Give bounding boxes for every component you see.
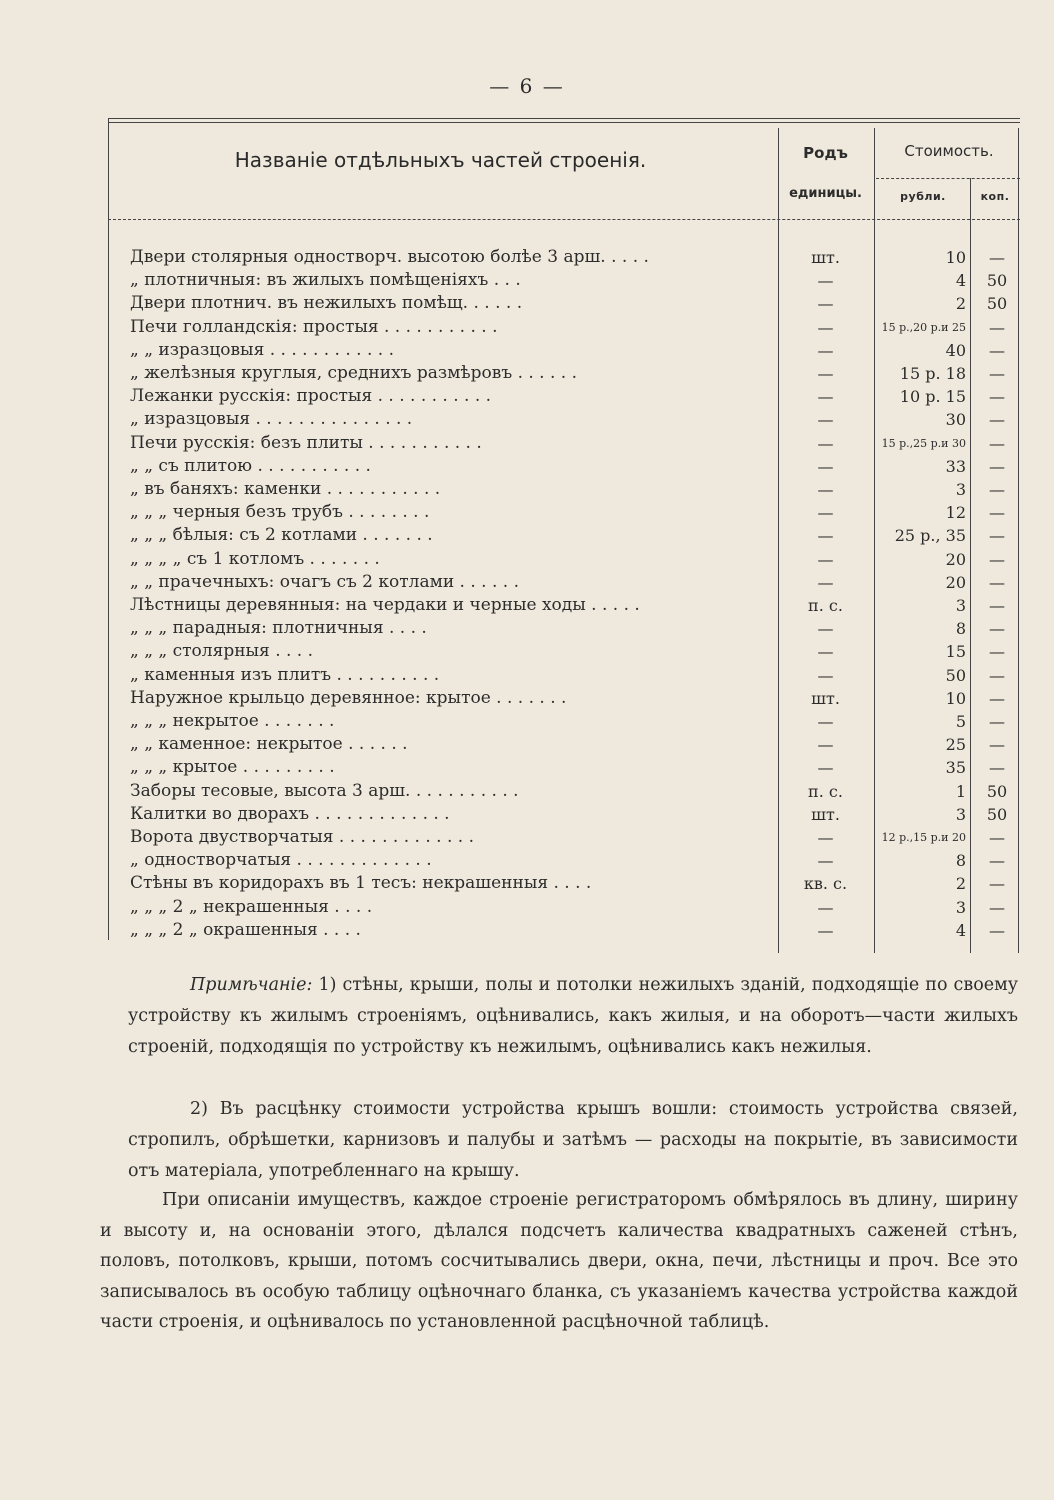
- price-table: [98, 118, 1020, 953]
- row-rubles: 10: [945, 248, 966, 267]
- row-name: „ „ „ бѣлыя: съ 2 котлами . . . . . . .: [130, 525, 433, 546]
- row-kopecks: —: [989, 665, 1005, 685]
- row-rubles: 12 р.,15 р.и 20: [881, 831, 966, 844]
- table-row: [98, 594, 1020, 617]
- column-header-cost: Стоимость.: [904, 142, 994, 160]
- row-name: Лѣстницы деревянныя: на чердаки и черные ходы . . . . .: [130, 595, 640, 615]
- note-label: Примѣчаніе:: [190, 975, 313, 995]
- table-row: [98, 339, 1020, 362]
- row-unit: кв. с.: [803, 874, 848, 894]
- row-unit: —: [817, 665, 834, 685]
- row-rubles: 40: [945, 340, 966, 360]
- table-row: [98, 664, 1020, 687]
- column-header-unit-line2: единицы.: [789, 186, 862, 201]
- row-rubles: 10: [945, 688, 966, 708]
- row-name: „ „ „ некрытое . . . . . . .: [130, 711, 335, 731]
- row-unit: —: [817, 271, 834, 291]
- row-name: „ „ „ столярныя . . . .: [130, 641, 314, 662]
- row-name: Печи голландскія: простыя . . . . . . . . . . .: [130, 316, 498, 337]
- row-name: „ „ „ крытое . . . . . . . . .: [130, 757, 335, 778]
- row-kopecks: —: [989, 456, 1005, 476]
- row-unit: —: [817, 480, 834, 499]
- table-row: [98, 571, 1020, 594]
- row-unit: —: [817, 294, 834, 314]
- row-unit: —: [817, 317, 834, 337]
- column-header-unit-line1: Родъ: [803, 144, 848, 162]
- row-name: Печи русскія: безъ плиты . . . . . . . . . . .: [130, 432, 482, 453]
- table-row: [98, 316, 1020, 339]
- row-unit: —: [817, 758, 834, 778]
- row-unit: шт.: [811, 248, 840, 267]
- row-rubles: 10 р. 15: [899, 387, 966, 407]
- row-kopecks: —: [989, 828, 1005, 847]
- row-rubles: 5: [955, 712, 966, 731]
- row-kopecks: —: [989, 410, 1005, 430]
- table-row: [98, 269, 1020, 292]
- table-row: [98, 548, 1020, 571]
- table-row: [98, 919, 1020, 942]
- row-kopecks: —: [989, 851, 1005, 871]
- row-rubles: 20: [945, 549, 966, 569]
- row-rubles: 25: [945, 735, 966, 755]
- row-unit: —: [817, 619, 834, 639]
- row-unit: —: [817, 735, 834, 755]
- table-row: [98, 687, 1020, 710]
- row-kopecks: —: [989, 317, 1005, 337]
- table-top-rule-double: [108, 122, 1020, 123]
- column-header-rubles: рубли.: [900, 190, 946, 203]
- row-name: „ „ „ 2 „ окрашенныя . . . .: [130, 919, 361, 940]
- row-kopecks: —: [989, 387, 1005, 407]
- row-unit: —: [817, 642, 834, 662]
- row-rubles: 3: [955, 804, 966, 824]
- row-name: „ „ изразцовыя . . . . . . . . . . . .: [130, 339, 394, 360]
- row-name: Двери плотнич. въ нежилыхъ помѣщ. . . . . .: [130, 293, 523, 314]
- table-row: [98, 849, 1020, 872]
- row-name: Ворота двустворчатыя . . . . . . . . . . . . .: [130, 827, 474, 847]
- row-rubles: 3: [955, 480, 966, 499]
- row-name: „ плотничныя: въ жилыхъ помѣщеніяхъ . . .: [130, 270, 521, 291]
- row-name: „ одностворчатыя . . . . . . . . . . . . .: [130, 850, 432, 871]
- row-kopecks: —: [989, 433, 1005, 453]
- row-rubles: 12: [945, 503, 966, 523]
- row-rubles: 1: [955, 781, 966, 801]
- table-row: [98, 524, 1020, 547]
- table-row: [98, 733, 1020, 756]
- table-row: [98, 478, 1020, 501]
- table-row: [98, 501, 1020, 524]
- row-kopecks: 50: [986, 271, 1008, 291]
- row-rubles: 50: [945, 665, 966, 685]
- row-rubles: 4: [955, 271, 966, 291]
- row-kopecks: —: [989, 642, 1005, 662]
- row-name: „ въ баняхъ: каменки . . . . . . . . . . .: [130, 479, 441, 499]
- table-row: [98, 780, 1020, 803]
- note-1-text: 1) стѣны, крыши, полы и потолки нежилыхъ зданій, подходящіе по своему устройству къ жилымъ строеніямъ, оцѣнивались, какъ жилыя, и на оборотъ—части жилыхъ строеній, подходящія по устройству къ нежилымъ, оцѣнивались какъ нежилыя.: [128, 975, 1018, 1057]
- table-row: [98, 803, 1020, 826]
- row-kopecks: —: [989, 596, 1005, 615]
- row-rubles: 4: [955, 920, 966, 940]
- column-header-kopecks: коп.: [980, 190, 1010, 203]
- row-kopecks: —: [989, 526, 1005, 546]
- row-kopecks: —: [989, 619, 1005, 639]
- table-row: [98, 617, 1020, 640]
- table-row: [98, 896, 1020, 919]
- row-unit: —: [817, 712, 834, 731]
- row-rubles: 15 р. 18: [899, 364, 966, 383]
- row-name: „ „ „ 2 „ некрашенныя . . . .: [130, 896, 373, 917]
- row-kopecks: 50: [986, 294, 1008, 314]
- row-rubles: 8: [955, 619, 966, 639]
- row-name: „ изразцовыя . . . . . . . . . . . . . . .: [130, 409, 413, 430]
- row-unit: п. с.: [808, 781, 843, 801]
- row-rubles: 35: [945, 758, 966, 778]
- row-unit: п. с.: [808, 596, 843, 615]
- row-kopecks: —: [989, 920, 1005, 940]
- row-rubles: 3: [955, 596, 966, 615]
- row-unit: —: [817, 364, 834, 383]
- row-unit: —: [817, 920, 834, 940]
- row-unit: —: [817, 828, 834, 847]
- row-unit: —: [817, 851, 834, 871]
- row-rubles: 3: [955, 897, 966, 917]
- table-row: [98, 710, 1020, 733]
- row-rubles: 2: [955, 874, 966, 894]
- row-kopecks: —: [989, 897, 1005, 917]
- row-unit: —: [817, 897, 834, 917]
- row-kopecks: —: [989, 248, 1005, 267]
- row-rubles: 15: [945, 642, 966, 662]
- row-name: „ каменныя изъ плитъ . . . . . . . . . .: [130, 664, 440, 685]
- row-name: „ „ каменное: некрытое . . . . . .: [130, 734, 408, 755]
- row-rubles: 8: [955, 851, 966, 871]
- row-name: Наружное крыльцо деревянное: крытое . . . . . . .: [130, 687, 567, 708]
- row-name: Калитки во дворахъ . . . . . . . . . . . . .: [130, 803, 450, 824]
- table-row: [98, 756, 1020, 779]
- row-kopecks: —: [989, 712, 1005, 731]
- row-name: Заборы тесовые, высота 3 арш. . . . . . . . . . .: [130, 780, 519, 801]
- row-kopecks: —: [989, 735, 1005, 755]
- row-name: Двери столярныя одностворч. высотою болѣе 3 арш. . . . .: [130, 247, 649, 267]
- row-unit: —: [817, 410, 834, 430]
- row-unit: —: [817, 526, 834, 546]
- row-kopecks: —: [989, 688, 1005, 708]
- row-unit: —: [817, 456, 834, 476]
- row-unit: шт.: [811, 804, 840, 824]
- body-paragraph: При описаніи имуществъ, каждое строеніе регистраторомъ обмѣрялось въ длину, ширину и высоту и, на основаніи этого, дѣлался подсчетъ каличества квадратныхъ саженей стѣнъ, половъ, потолковъ, крыши, потомъ сосчитывались двери, окна, печи, лѣстницы и проч. Все это записывалось въ особую таблицу оцѣночнаго бланка, съ указаніемъ качества устройства каждой части строенія, и оцѣнивалось по установленной расцѣночной таблицѣ.: [100, 1190, 1018, 1332]
- table-row: [98, 362, 1020, 385]
- page-number: — 6 —: [489, 74, 565, 98]
- row-name: „ желѣзныя круглыя, среднихъ размѣровъ . . . . . .: [130, 363, 578, 383]
- row-rubles: 15 р.,20 р.и 25: [881, 320, 966, 334]
- row-kopecks: 50: [986, 804, 1008, 824]
- row-rubles: 30: [945, 410, 966, 430]
- row-kopecks: —: [989, 364, 1005, 383]
- row-name: „ „ „ „ съ 1 котломъ . . . . . . .: [130, 548, 380, 569]
- table-row: [98, 385, 1020, 408]
- row-name: „ „ съ плитою . . . . . . . . . . .: [130, 455, 371, 476]
- note-1: [128, 970, 1018, 1063]
- row-unit: —: [817, 340, 834, 360]
- row-name: Лежанки русскія: простыя . . . . . . . . . . .: [130, 386, 492, 407]
- table-row: [98, 292, 1020, 315]
- table-row: [98, 432, 1020, 455]
- table-row: [98, 872, 1020, 895]
- row-name: „ „ „ парадныя: плотничныя . . . .: [130, 618, 427, 639]
- row-kopecks: —: [989, 874, 1005, 894]
- row-kopecks: 50: [986, 781, 1008, 801]
- row-rubles: 2: [955, 294, 966, 314]
- row-name: Стѣны въ коридорахъ въ 1 тесъ: некрашенныя . . . .: [130, 873, 592, 894]
- table-row: [98, 408, 1020, 431]
- row-rubles: 15 р.,25 р.и 30: [881, 436, 966, 450]
- row-unit: —: [817, 433, 834, 453]
- row-kopecks: —: [989, 503, 1005, 523]
- row-unit: —: [817, 503, 834, 523]
- table-top-rule: [108, 118, 1020, 119]
- column-header-name: Названіе отдѣльныхъ частей строенія.: [234, 148, 647, 172]
- row-name: „ „ прачечныхъ: очагъ съ 2 котлами . . . . . .: [130, 571, 519, 592]
- row-unit: —: [817, 572, 834, 592]
- row-kopecks: —: [989, 480, 1005, 499]
- row-unit: —: [817, 549, 834, 569]
- row-kopecks: —: [989, 549, 1005, 569]
- row-unit: —: [817, 387, 834, 407]
- cost-subheader-rule: [876, 178, 1020, 179]
- table-row: [98, 640, 1020, 663]
- row-kopecks: —: [989, 758, 1005, 778]
- note-2: 2) Въ расцѣнку стоимости устройства крышъ вошли: стоимость устройства связей, стропилъ, обрѣшетки, карнизовъ и палубы и затѣмъ — расходы на покрытіе, въ зависимости отъ матеріала, употребленнаго на крышу.: [128, 1099, 1018, 1181]
- row-kopecks: —: [989, 572, 1005, 592]
- table-row: [98, 246, 1020, 269]
- row-rubles: 25 р., 35: [894, 526, 966, 546]
- table-row: [98, 826, 1020, 849]
- row-name: „ „ „ черныя безъ трубъ . . . . . . . .: [130, 502, 430, 523]
- table-header-rule: [108, 219, 1020, 220]
- row-unit: шт.: [811, 688, 840, 708]
- row-kopecks: —: [989, 340, 1005, 360]
- row-rubles: 20: [945, 572, 966, 592]
- table-row: [98, 455, 1020, 478]
- row-rubles: 33: [945, 456, 966, 476]
